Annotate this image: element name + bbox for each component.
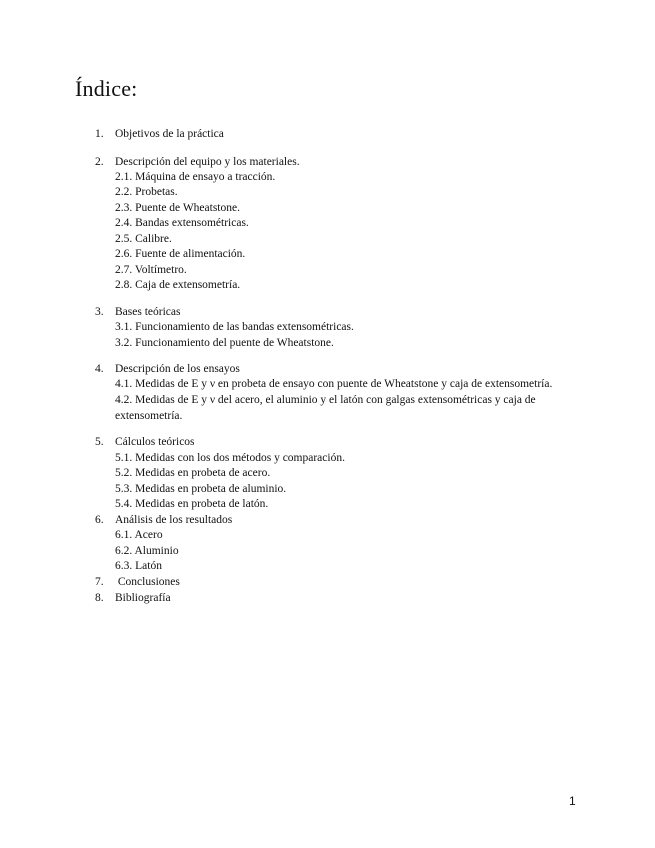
toc-section-title: Análisis de los resultados [115, 514, 233, 526]
toc-section-number: 7. [95, 576, 104, 588]
toc-subsection-text: 3.2. Funcionamiento del puente de Wheatstone. [115, 337, 334, 349]
toc-subsection-text: 4.1. Medidas de E y ν en probeta de ensayo con puente de Wheatstone y caja de extensometría. [115, 378, 553, 390]
toc-subsection-text: 5.2. Medidas en probeta de acero. [115, 467, 271, 479]
toc-subsection-text: 5.3. Medidas en probeta de aluminio. [115, 483, 287, 495]
toc-section-title: Descripción del equipo y los materiales. [115, 156, 300, 168]
toc-subsection-text: extensometría. [115, 410, 183, 422]
toc-subsection-text: 6.1. Acero [115, 529, 163, 541]
index-title: Índice: [75, 76, 138, 101]
toc-subsection-text: 2.7. Voltímetro. [115, 264, 187, 276]
toc-subsection-text: 2.8. Caja de extensometría. [115, 279, 241, 291]
toc-subsection-text: 6.2. Aluminio [115, 545, 179, 557]
toc-section-number: 2. [95, 156, 104, 168]
toc-section-number: 8. [95, 592, 104, 604]
toc-section-number: 4. [95, 363, 104, 375]
toc-subsection-text: 5.4. Medidas en probeta de latón. [115, 498, 269, 510]
toc-section-number: 6. [95, 514, 104, 526]
toc-section-title: Cálculos teóricos [115, 436, 195, 448]
toc-subsection-text: 2.5. Calibre. [115, 233, 172, 245]
toc-subsection-text: 4.2. Medidas de E y ν del acero, el aluminio y el latón con galgas extensométricas y caja de [115, 394, 536, 406]
toc-section-title: Bases teóricas [115, 306, 181, 318]
toc-section-title: Conclusiones [115, 576, 180, 588]
toc-section-title: Bibliografía [115, 592, 171, 604]
toc-section-title: Descripción de los ensayos [115, 363, 240, 375]
toc-section-number: 3. [95, 306, 104, 318]
toc-subsection-text: 2.2. Probetas. [115, 186, 178, 198]
toc-subsection-text: 6.3. Latón [115, 560, 162, 572]
toc-subsection-text: 5.1. Medidas con los dos métodos y comparación. [115, 452, 345, 464]
toc-section-number: 5. [95, 436, 104, 448]
toc-subsection-text: 2.3. Puente de Wheatstone. [115, 202, 240, 214]
page-number: 1 [569, 794, 576, 808]
toc-section-title: Objetivos de la práctica [115, 128, 224, 140]
toc-subsection-text: 3.1. Funcionamiento de las bandas extensométricas. [115, 321, 354, 333]
toc-subsection-text: 2.4. Bandas extensométricas. [115, 217, 249, 229]
toc-subsection-text: 2.1. Máquina de ensayo a tracción. [115, 171, 276, 183]
toc-section-number: 1. [95, 128, 104, 140]
toc-subsection-text: 2.6. Fuente de alimentación. [115, 248, 246, 260]
